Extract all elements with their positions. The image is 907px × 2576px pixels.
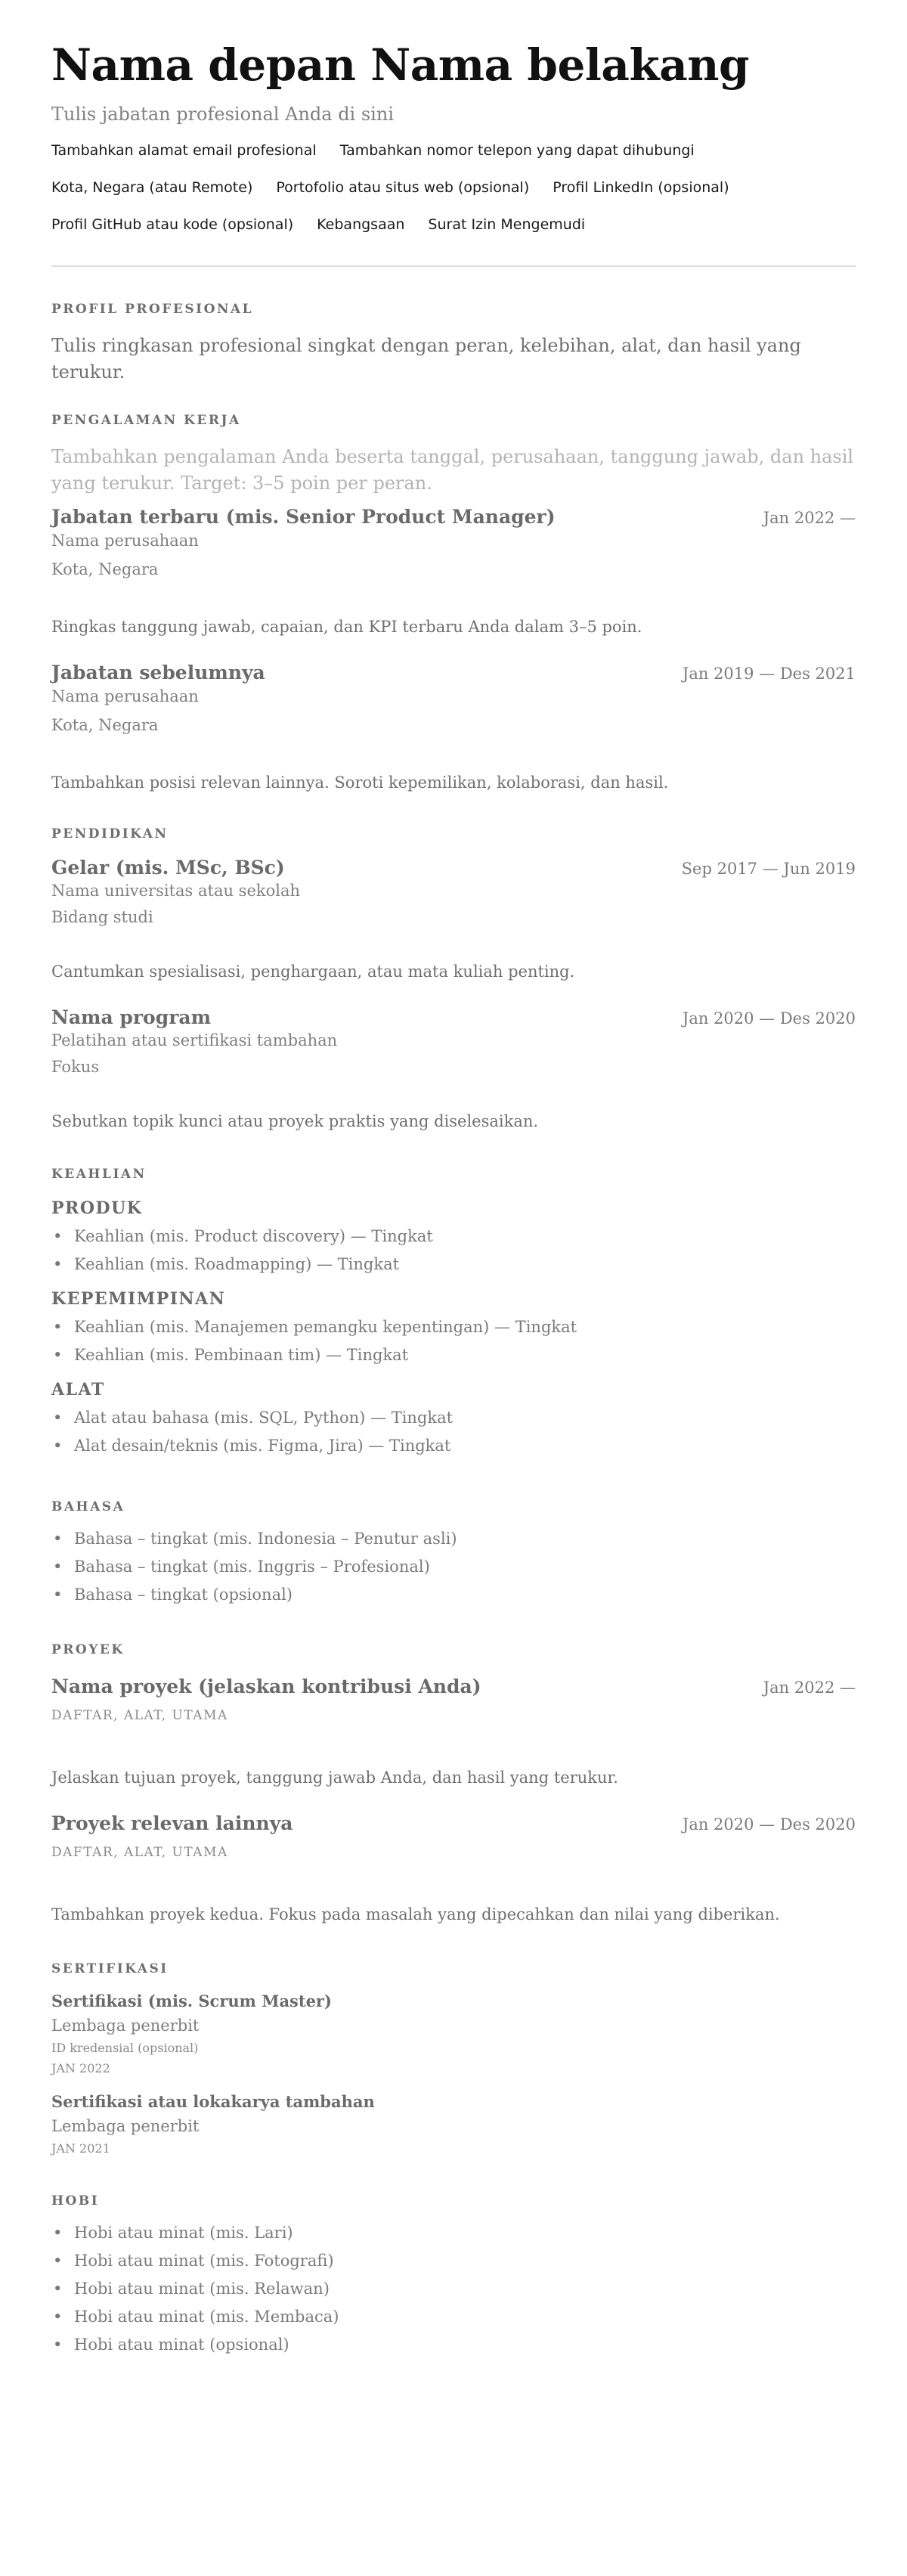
- education-date: Jan 2020 — Des 2020: [682, 1009, 856, 1028]
- education-entry: [51, 1006, 856, 1130]
- skill-group-title: PRODUK: [51, 1198, 143, 1218]
- contact-portfolio: Portofolio atau situs web (opsional): [276, 178, 530, 196]
- education-institution: Pelatihan atau sertifikasi tambahan: [51, 1031, 338, 1049]
- projects-section: [51, 1642, 856, 1923]
- contact-driving-license: Surat Izin Mengemudi: [428, 215, 586, 233]
- skill-list: [51, 1223, 856, 1279]
- education-field: Bidang studi: [51, 907, 153, 926]
- section-title-profile: PROFIL PROFESIONAL: [51, 301, 254, 317]
- experience-title: Jabatan terbaru (mis. Senior Product Manager): [51, 505, 556, 528]
- certification-credential: ID kredensial (opsional): [51, 2040, 199, 2055]
- skill-item: • Keahlian (mis. Product discovery) — Tingkat: [51, 1223, 856, 1251]
- certification-issuer: Lembaga penerbit: [51, 2116, 200, 2135]
- education-entry: [51, 857, 856, 981]
- project-entry: [51, 1675, 856, 1787]
- certification-entry: [51, 2092, 856, 2156]
- project-description: Tambahkan proyek kedua. Fokus pada masalah yang dipecahkan dan nilai yang diberikan.: [51, 1905, 780, 1923]
- certifications-section: [51, 1961, 856, 2156]
- experience-company: Nama perusahaan: [51, 687, 199, 705]
- certification-entry: [51, 1992, 856, 2075]
- experience-description: Tambahkan posisi relevan lainnya. Soroti kepemilikan, kolaborasi, dan hasil.: [51, 773, 669, 792]
- contact-list: [51, 141, 868, 234]
- experience-section: [51, 413, 856, 792]
- experience-location: Kota, Negara: [51, 715, 159, 734]
- section-title-hobbies: HOBI: [51, 2193, 100, 2209]
- certification-date: JAN 2022: [51, 2060, 110, 2075]
- candidate-name: Nama depan Nama belakang: [51, 39, 749, 91]
- skill-item: • Keahlian (mis. Manajemen pemangku kepentingan) — Tingkat: [51, 1313, 856, 1341]
- contact-github: Profil GitHub atau kode (opsional): [51, 215, 294, 233]
- certification-date: JAN 2021: [51, 2140, 110, 2156]
- experience-entry: [51, 662, 856, 792]
- section-title-skills: KEAHLIAN: [51, 1166, 147, 1182]
- language-item: • Bahasa – tingkat (mis. Indonesia – Penutur asli): [51, 1525, 856, 1553]
- contact-email: Tambahkan alamat email profesional: [51, 141, 317, 159]
- education-date: Sep 2017 — Jun 2019: [681, 859, 856, 878]
- project-tags: DAFTAR, ALAT, UTAMA: [51, 1707, 228, 1723]
- education-section: [51, 826, 856, 1130]
- header-divider: [51, 265, 856, 267]
- project-title: Nama proyek (jelaskan kontribusi Anda): [51, 1675, 481, 1697]
- skill-list: [51, 1404, 856, 1460]
- education-institution: Nama universitas atau sekolah: [51, 881, 301, 900]
- contact-phone: Tambahkan nomor telepon yang dapat dihubungi: [339, 141, 695, 159]
- experience-entry: [51, 506, 856, 636]
- project-tags: DAFTAR, ALAT, UTAMA: [51, 1844, 228, 1860]
- experience-location: Kota, Negara: [51, 560, 159, 578]
- project-date: Jan 2020 — Des 2020: [682, 1815, 856, 1834]
- hobby-item: • Hobi atau minat (opsional): [51, 2331, 856, 2359]
- hobby-item: • Hobi atau minat (mis. Lari): [51, 2219, 856, 2247]
- profile-section: [51, 302, 856, 386]
- language-list: [51, 1525, 856, 1609]
- contact-nationality: Kebangsaan: [317, 215, 405, 233]
- hobbies-section: [51, 2193, 856, 2359]
- experience-description: Ringkas tanggung jawab, capaian, dan KPI terbaru Anda dalam 3–5 poin.: [51, 617, 642, 636]
- skill-item: • Alat atau bahasa (mis. SQL, Python) — Tingkat: [51, 1404, 856, 1432]
- section-title-languages: BAHASA: [51, 1499, 125, 1514]
- contact-location: Kota, Negara (atau Remote): [51, 178, 253, 196]
- skill-item: • Keahlian (mis. Pembinaan tim) — Tingkat: [51, 1341, 856, 1369]
- experience-date: Jan 2019 — Des 2021: [682, 664, 856, 683]
- experience-placeholder: Tambahkan pengalaman Anda beserta tanggal, perusahaan, tanggung jawab, dan hasil yang terukur. Target: 3–5 poin per peran.: [51, 446, 854, 494]
- skill-list: [51, 1313, 856, 1369]
- education-description: Sebutkan topik kunci atau proyek praktis yang diselesaikan.: [51, 1111, 539, 1130]
- languages-section: [51, 1499, 856, 1609]
- project-date: Jan 2022 —: [763, 1678, 856, 1697]
- hobby-item: • Hobi atau minat (mis. Membaca): [51, 2303, 856, 2331]
- hobby-list: [51, 2219, 856, 2359]
- education-field: Fokus: [51, 1057, 100, 1076]
- project-description: Jelaskan tujuan proyek, tanggung jawab Anda, dan hasil yang terukur.: [51, 1768, 618, 1787]
- education-degree: Gelar (mis. MSc, BSc): [51, 856, 285, 879]
- education-degree: Nama program: [51, 1006, 212, 1028]
- certification-name: Sertifikasi (mis. Scrum Master): [51, 1991, 332, 2010]
- certification-name: Sertifikasi atau lokakarya tambahan: [51, 2091, 375, 2111]
- certification-issuer: Lembaga penerbit: [51, 2016, 200, 2035]
- section-title-education: PENDIDIKAN: [51, 826, 169, 842]
- contact-linkedin: Profil LinkedIn (opsional): [553, 178, 729, 196]
- profile-summary: Tulis ringkasan profesional singkat dengan peran, kelebihan, alat, dan hasil yang terukur.: [51, 334, 801, 383]
- section-title-certifications: SERTIFIKASI: [51, 1961, 169, 1976]
- skills-section: [51, 1167, 856, 1460]
- project-title: Proyek relevan lainnya: [51, 1812, 293, 1834]
- skill-item: • Alat desain/teknis (mis. Figma, Jira) — Tingkat: [51, 1432, 856, 1460]
- experience-title: Jabatan sebelumnya: [51, 661, 265, 684]
- job-title: Tulis jabatan profesional Anda di sini: [51, 103, 394, 125]
- section-title-projects: PROYEK: [51, 1641, 125, 1657]
- skill-group-title: KEPEMIMPINAN: [51, 1288, 226, 1309]
- hobby-item: • Hobi atau minat (mis. Relawan): [51, 2275, 856, 2303]
- language-item: • Bahasa – tingkat (opsional): [51, 1581, 856, 1609]
- education-description: Cantumkan spesialisasi, penghargaan, atau mata kuliah penting.: [51, 962, 575, 981]
- skill-group-title: ALAT: [51, 1379, 105, 1400]
- section-title-experience: PENGALAMAN KERJA: [51, 413, 241, 429]
- experience-company: Nama perusahaan: [51, 531, 199, 550]
- experience-date: Jan 2022 —: [763, 508, 856, 527]
- skill-item: • Keahlian (mis. Roadmapping) — Tingkat: [51, 1251, 856, 1279]
- language-item: • Bahasa – tingkat (mis. Inggris – Profesional): [51, 1553, 856, 1581]
- project-entry: [51, 1812, 856, 1923]
- hobby-item: • Hobi atau minat (mis. Fotografi): [51, 2247, 856, 2275]
